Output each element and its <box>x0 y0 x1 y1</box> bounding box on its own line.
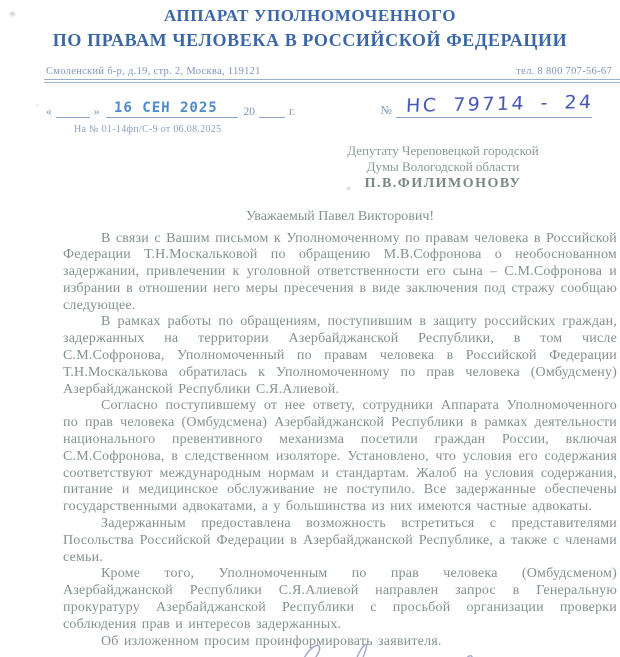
year-blank <box>259 105 285 118</box>
recipient-block <box>308 143 578 192</box>
letterhead-divider <box>44 79 620 83</box>
number-blank <box>396 91 595 118</box>
body-paragraph: В связи с Вашим письмом к Уполномоченному по правам человека в Российской Федерации Т.Н.Москальковой по обращению М.В.Софронова о необоснованном задержании, привлечении к уголовной ответственности его сына – С.М.Софронова и избрании в отношении него меры пресечения в виде заключения под стражу сообщаю следующее. <box>63 230 617 313</box>
org-name-line-1: АППАРАТ УПОЛНОМОЧЕННОГО <box>163 6 457 25</box>
org-phone: тел. 8 800 707-56-67 <box>516 66 612 77</box>
letterhead-title <box>0 4 620 52</box>
body-paragraph: В рамках работы по обращениям, поступившим в защиту российских граждан, задержанных на территории Азербайджанской Республики, в том числе С.М.Софронова, Уполномоченный по правам человека в Российской Федерации Т.Н.Москалькова обратилась к Уполномоченному по прав человека (Омбудсмену) Азербайджанской Республики С.Я.Алиевой. <box>63 314 617 397</box>
scan-noise <box>36 104 39 106</box>
number-label: № <box>380 103 392 117</box>
year-suffix: г. <box>289 106 296 118</box>
date-month-blank <box>106 100 238 118</box>
letterhead-contact-row <box>46 66 612 77</box>
body-paragraph: Согласно поступившему от нее ответу, сотрудники Аппарата Уполномоченного по прав человека (Омбудсмена) Азербайджанской Республики в рамках деятельности национального превентивного механизма посетили граждан России, включая С.М.Софронова, в следственном изоляторе. Установлено, что условия его содержания соответствуют международным нормам и стандартам. Жалоб на условия содержания, питание и медицинское обслуживание не поступило. Все задержанные обеспечены государственными адвокатами, а у большинства из них имеются частные адвокаты. <box>63 398 617 515</box>
outgoing-number-group <box>380 91 595 118</box>
year-prefix: 20 <box>243 106 255 118</box>
date-number-row <box>46 91 595 118</box>
letter-body <box>63 231 617 651</box>
date-open-quote: « <box>46 106 52 118</box>
scan-noise <box>96 38 99 41</box>
signature-flourish-icon <box>292 634 502 657</box>
date-day-blank <box>56 105 90 118</box>
salutation: Уважаемый Павел Викторович! <box>245 208 435 224</box>
scan-noise <box>347 187 350 190</box>
date-close-quote: » <box>93 106 100 118</box>
recipient-name: П.В.ФИЛИМОНОВУ <box>364 176 522 191</box>
recipient-line-2: Думы Вологодской области <box>366 158 520 174</box>
date-stamp: 16 СЕН 2025 <box>113 100 218 116</box>
incoming-reference: На № 01-14фп/С-9 от 06.08.2025 <box>74 124 222 135</box>
recipient-line-1: Депутату Череповецкой городской <box>347 143 539 158</box>
scan-noise <box>10 12 15 16</box>
handwritten-outgoing-number: НС 79714 - 24 <box>405 91 595 117</box>
body-paragraph: Об изложенном просим проинформировать заявителя. <box>101 633 442 649</box>
scan-noise <box>228 14 231 17</box>
body-paragraph: Задержанным предоставлена возможность встретиться с представителями Посольства Российской Федерации в Азербайджанской Республике, а также с членами семьи. <box>63 516 617 565</box>
body-paragraph: Кроме того, Уполномоченным по прав человека (Омбудсменом) Азербайджанской Республики С.Я.Алиевой направлен запрос в Генеральную прокуратуру Азербайджанской Республики с просьбой организации проверки соблюдения прав и интересов задержанных. <box>63 566 617 632</box>
org-address: Смоленский б-р, д.19, стр. 2, Москва, 119121 <box>46 66 261 77</box>
org-name-line-2: ПО ПРАВАМ ЧЕЛОВЕКА В РОССИЙСКОЙ ФЕДЕРАЦИИ <box>52 30 568 50</box>
